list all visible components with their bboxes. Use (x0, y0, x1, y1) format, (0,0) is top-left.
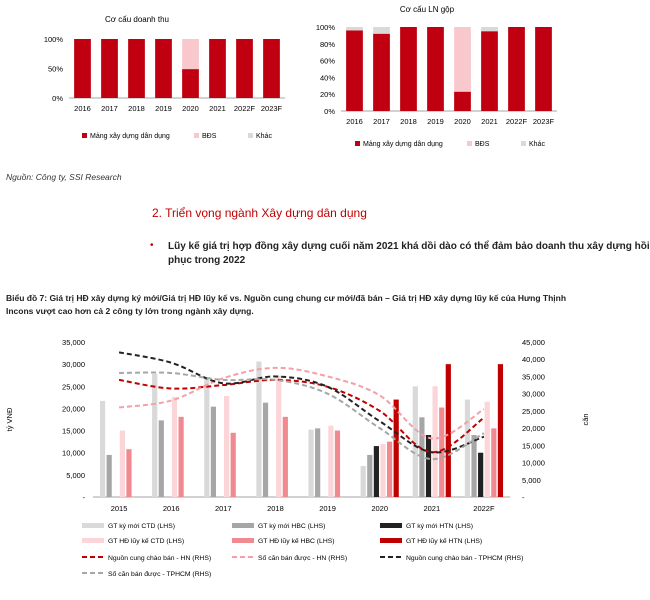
y-left-tick-label: 25,000 (62, 382, 85, 392)
legend-swatch (82, 133, 87, 138)
y-left-tick-label: 20,000 (62, 404, 85, 414)
bar (498, 364, 503, 497)
bar-segment (209, 39, 226, 98)
legend-label: GT ký mới HTN (LHS) (406, 523, 474, 530)
legend-swatch (232, 538, 254, 543)
bar (491, 428, 496, 497)
bar-segment (481, 31, 498, 111)
figure-title-line1: Biểu đồ 7: Giá trị HĐ xây dựng ký mới/Giá trị HĐ lũy kế vs. Nguồn cung chung cư mới/đã bán – Giá trị HĐ xây dựng lũy kế của Hưng Thịnh (6, 293, 567, 303)
x-tick-label: 2018 (128, 104, 145, 113)
x-tick-label: 2016 (346, 117, 363, 126)
y-right-tick-label: 25,000 (522, 406, 545, 416)
legend-swatch (355, 141, 360, 146)
bar-segment (74, 39, 91, 98)
bar (394, 400, 399, 497)
legend-swatch (380, 523, 402, 528)
figure-title-line2: Incons vượt cao hơn cả 2 công ty lớn trong ngành xây dựng. (6, 306, 254, 316)
bar (433, 386, 438, 497)
bar (283, 417, 288, 497)
legend-label: Số căn bán được - HN (RHS) (258, 555, 348, 562)
legend-swatch (194, 133, 199, 138)
legend-swatch (82, 523, 104, 528)
bar (224, 396, 229, 497)
legend-label: BĐS (202, 133, 217, 140)
bullet-text (168, 240, 650, 268)
x-tick-label: 2019 (427, 117, 444, 126)
legend-label: Số căn bán được - TPHCM (RHS) (108, 571, 212, 578)
legend-label: GT HĐ lũy kế HTN (LHS) (406, 538, 483, 545)
legend-label: Nguồn cung chào bán - HN (RHS) (108, 555, 212, 562)
x-tick-label: 2021 (481, 117, 498, 126)
bar (387, 442, 392, 497)
legend-label: Mảng xây dựng dân dụng (90, 133, 170, 140)
bar-segment (155, 39, 172, 98)
bar-segment (128, 39, 145, 98)
x-tick-label: 2020 (454, 117, 471, 126)
bar (361, 466, 366, 497)
y-right-tick-label: 20,000 (522, 424, 545, 434)
bar (263, 403, 268, 497)
x-tick-label: 2017 (373, 117, 390, 126)
bar-segment (508, 27, 525, 111)
y-left-tick-label: - (82, 493, 85, 502)
x-tick-label: 2015 (110, 504, 128, 513)
x-tick-label: 2021 (423, 504, 441, 513)
bar (152, 374, 157, 497)
y-right-tick-label: 5,000 (522, 475, 541, 485)
legend-swatch (232, 523, 254, 528)
y-tick-label: 60% (319, 56, 335, 66)
bar (126, 449, 131, 497)
bar-segment (400, 27, 417, 111)
bar-segment (481, 27, 498, 31)
y-left-tick-label: 10,000 (62, 448, 85, 458)
legend-swatch (380, 538, 402, 543)
y-left-tick-label: 35,000 (62, 338, 85, 347)
chart-title: Cơ cấu LN gộp (399, 5, 455, 14)
x-tick-label: 2023F (532, 117, 555, 126)
x-tick-label: 2022F (473, 504, 495, 513)
bar (478, 453, 483, 497)
legend-swatch (467, 141, 472, 146)
figure-title (6, 292, 596, 318)
bar (178, 417, 183, 497)
bar (485, 402, 490, 497)
x-tick-label: 2018 (400, 117, 417, 126)
legend-label: GT HĐ lũy kế CTD (LHS) (108, 538, 185, 545)
legend-label: GT ký mới HBC (LHS) (258, 523, 326, 530)
y-tick-label: 0% (324, 107, 335, 116)
bar-segment (236, 39, 253, 98)
legend-label: BĐS (475, 141, 490, 148)
x-tick-label: 2016 (162, 504, 180, 513)
bar (426, 435, 431, 497)
contract-value-vs-supply-chart (0, 330, 600, 600)
y-right-tick-label: 10,000 (522, 458, 545, 468)
legend-swatch (521, 141, 526, 146)
bar (172, 397, 177, 497)
legend-label: Khác (529, 141, 545, 148)
bar (380, 444, 385, 497)
bar (471, 435, 476, 497)
bar-segment (427, 27, 444, 111)
y-tick-label: 0% (52, 94, 63, 103)
x-tick-label: 2020 (182, 104, 199, 113)
bar (335, 431, 340, 497)
bar-segment (535, 27, 552, 111)
bar-segment (373, 27, 390, 34)
x-tick-label: 2017 (214, 504, 232, 513)
y-right-tick-label: 30,000 (522, 389, 545, 399)
y-left-tick-label: 30,000 (62, 360, 85, 370)
y-tick-label: 100% (43, 35, 63, 44)
y-tick-label: 50% (47, 64, 63, 74)
y-left-tick-label: 5,000 (66, 470, 85, 480)
bullet-text-line1: Lũy kế giá trị hợp đồng xây dựng cuối năm 2021 khá dồi dào có thể đảm bảo doanh thu xây dựng hồi (168, 241, 650, 252)
bar (374, 446, 379, 497)
y-right-tick-label: 35,000 (522, 372, 545, 382)
bar (120, 431, 125, 497)
bar (276, 376, 281, 497)
x-tick-label: 2016 (74, 104, 91, 113)
bar (204, 377, 209, 497)
y-right-tick-label: - (522, 493, 525, 502)
bar (159, 420, 164, 497)
bar (315, 428, 320, 497)
x-tick-label: 2020 (371, 504, 389, 513)
x-tick-label: 2022F (505, 117, 528, 126)
legend-label: Khác (256, 133, 272, 140)
legend-swatch (82, 538, 104, 543)
x-tick-label: 2017 (101, 104, 118, 113)
revenue-structure-chart (25, 8, 290, 168)
bar (308, 430, 313, 497)
legend-label: GT HĐ lũy kế HBC (LHS) (258, 538, 335, 545)
y-tick-label: 20% (319, 90, 335, 100)
bar-segment (182, 69, 199, 98)
y-right-tick-label: 15,000 (522, 441, 545, 451)
bar (100, 401, 105, 497)
legend-swatch (248, 133, 253, 138)
bar (231, 433, 236, 497)
y-tick-label: 40% (319, 73, 335, 83)
x-tick-label: 2019 (155, 104, 172, 113)
bar (367, 455, 372, 497)
x-tick-label: 2018 (267, 504, 284, 513)
x-tick-label: 2021 (209, 104, 226, 113)
bar-segment (101, 39, 118, 98)
bar (446, 364, 451, 497)
bar-segment (182, 39, 199, 69)
y-tick-label: 100% (315, 23, 335, 32)
y-axis-left-label: tỷ VNĐ (5, 407, 14, 432)
bar-segment (263, 39, 280, 98)
bar-segment (346, 27, 363, 30)
bar (328, 426, 333, 497)
bar (465, 400, 470, 497)
bar-segment (454, 92, 471, 111)
bar-segment (346, 30, 363, 111)
bar (211, 407, 216, 497)
x-tick-label: 2023F (260, 104, 283, 113)
y-right-tick-label: 40,000 (522, 355, 545, 365)
gross-profit-structure-chart (305, 0, 565, 160)
legend-label: Nguồn cung chào bán - TPHCM (RHS) (406, 555, 524, 562)
x-tick-label: 2019 (319, 504, 336, 513)
bullet-text-line2: phục trong 2022 (168, 255, 246, 266)
bar-segment (454, 27, 471, 92)
bullet-icon: • (150, 240, 154, 251)
y-tick-label: 80% (319, 39, 335, 49)
y-right-tick-label: 45,000 (522, 338, 545, 347)
y-left-tick-label: 15,000 (62, 426, 85, 436)
source-note: Nguồn: Công ty, SSI Research (6, 172, 122, 182)
legend-label: GT ký mới CTD (LHS) (108, 523, 176, 530)
x-tick-label: 2022F (233, 104, 256, 113)
chart-title: Cơ cấu doanh thu (105, 15, 169, 24)
bar-segment (373, 34, 390, 111)
y-axis-right-label: căn (581, 413, 590, 426)
legend-label: Mảng xây dựng dân dụng (363, 141, 443, 148)
bar (107, 455, 112, 497)
section-title: 2. Triển vọng ngành Xây dựng dân dụng (152, 206, 367, 220)
